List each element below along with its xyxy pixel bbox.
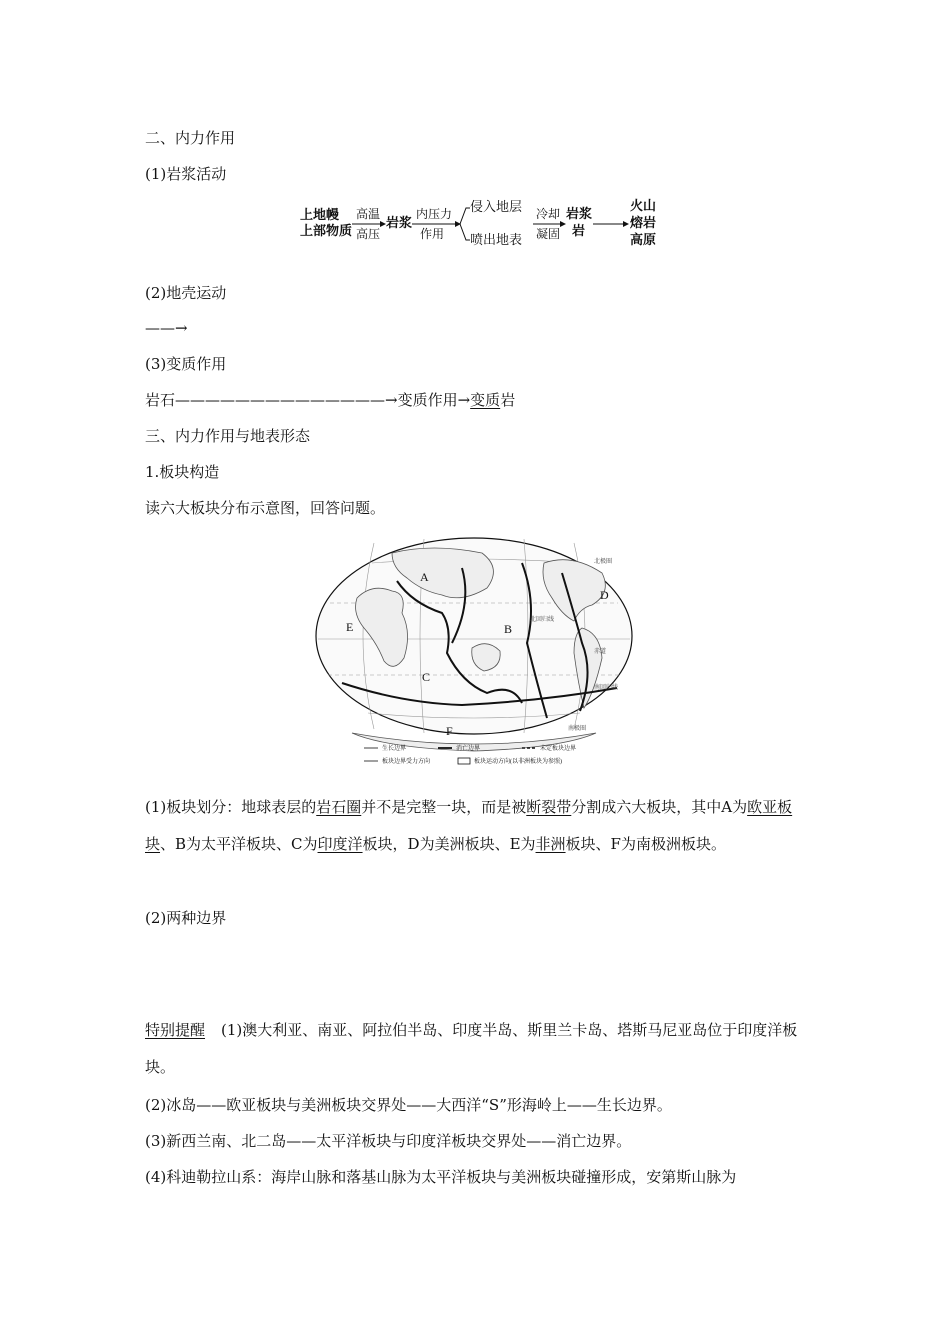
equator-label: 赤道 (594, 649, 607, 655)
plate-label-f: F (446, 724, 453, 738)
para1-lithosphere: 岩石圈 (316, 798, 362, 816)
para1-text-5: 板块，D为美洲板块、E为 (362, 835, 536, 853)
flow-result-1: 火山 (630, 199, 657, 214)
six-plates-map (312, 533, 636, 773)
special-note-item-2: (2)冰岛——欧亚板块与美洲板块交界处——大西洋“S”形海岭上——生长边界。 (145, 1096, 672, 1114)
flow-force-bottom: 作用 (420, 227, 445, 241)
flow-branch-bottom: 喷出地表 (470, 233, 523, 248)
plate-label-c: C (422, 670, 431, 684)
flow-magma: 岩浆 (386, 216, 413, 231)
read-map-instruction: 读六大板块分布示意图，回答问题。 (145, 499, 386, 517)
flow-rock-top: 岩浆 (566, 207, 593, 222)
special-note-item-3: (3)新西兰南、北二岛——太平洋板块与印度洋板块交界处——消亡边界。 (145, 1132, 632, 1150)
para1-text-1: (1)板块划分：地球表层的 (145, 798, 317, 816)
para1-indian-ocean: 印度洋 (317, 835, 363, 853)
magma-flow-diagram (300, 198, 660, 250)
legend-plate-motion: 板块运动方向(以非洲板块为参照) (474, 759, 562, 765)
legend-undefined-boundary: 未定板块边界 (540, 746, 577, 752)
para1-eurasian-plate: 欧亚板块 (145, 798, 793, 853)
magma-activity-title: (1)岩浆活动 (145, 165, 227, 183)
section-title-internal-forces: 二、内力作用 (145, 129, 236, 147)
para1-text-4: 、B为太平洋板块、C为 (160, 835, 318, 853)
plate-tectonics-title: 1.板块构造 (145, 463, 220, 481)
para1-fault-zones: 断裂带 (526, 798, 572, 816)
para1-text-2: 并不是完整一块，而是被 (361, 798, 527, 816)
flow-result-3: 高原 (630, 233, 657, 248)
plate-label-a: A (420, 570, 429, 584)
flow-source-1: 上地幔 (300, 208, 340, 223)
metamorphism-rock: 岩石 (145, 391, 176, 409)
arctic-circle-label: 北极圈 (594, 559, 613, 565)
tropic-north-label: 北回归线 (530, 617, 555, 623)
flow-branch-top: 侵入地层 (470, 200, 523, 215)
special-note-item-1: (1)澳大利亚、南亚、阿拉伯半岛、印度半岛、斯里兰卡岛、塔斯马尼亚岛位于印度洋板块。 (145, 1021, 798, 1076)
plate-label-d: D (600, 588, 609, 602)
tropic-south-label: 南回归线 (594, 685, 619, 691)
crustal-movement-title: (2)地壳运动 (145, 284, 227, 302)
two-boundaries-title: (2)两种边界 (145, 909, 227, 927)
metamorphism-result-underlined: 变质 (470, 391, 501, 409)
para1-text-6: 板块、F为南极洲板块。 (565, 835, 726, 853)
para1-text-3: 分割成六大板块，其中A为 (571, 798, 748, 816)
plate-division-paragraph (145, 789, 810, 863)
plate-label-b: B (504, 622, 513, 636)
section-title-landforms: 三、内力作用与地表形态 (145, 427, 311, 445)
metamorphism-line (145, 390, 515, 410)
special-note-item-4: (4)科迪勒拉山系：海岸山脉和落基山脉为太平洋板块与美洲板块碰撞形成，安第斯山脉为 (145, 1168, 737, 1186)
legend-subduction-boundary: 消亡边界 (456, 746, 481, 752)
para1-africa: 非洲 (535, 835, 566, 853)
legend-force-direction: 板块边界受力方向 (382, 759, 431, 765)
legend-spreading-boundary: 生长边界 (382, 746, 407, 752)
flow-force-top: 内压力 (416, 207, 453, 221)
plate-map-svg (312, 533, 636, 773)
metamorphism-dashes: ——————————————→ (175, 391, 398, 409)
flow-cool-bottom: 凝固 (536, 227, 561, 241)
flow-source-2: 上部物质 (300, 224, 353, 239)
flow-cool-top: 冷却 (536, 207, 561, 221)
flow-cond-top: 高温 (356, 207, 381, 221)
metamorphism-title: (3)变质作用 (145, 355, 227, 373)
metamorphism-result-tail: 岩 (500, 391, 516, 409)
special-note-paragraph (145, 1012, 810, 1086)
special-note-label: 特别提醒 (145, 1021, 206, 1039)
metamorphism-action: 变质作用→ (397, 391, 471, 409)
flow-result-2: 熔岩 (630, 216, 657, 231)
flow-rock-bottom: 岩 (572, 224, 586, 239)
crustal-movement-line: ——→ (145, 319, 188, 337)
flow-cond-bottom: 高压 (356, 227, 381, 241)
plate-label-e: E (346, 620, 354, 634)
antarctic-circle-label: 南极圈 (568, 726, 587, 732)
